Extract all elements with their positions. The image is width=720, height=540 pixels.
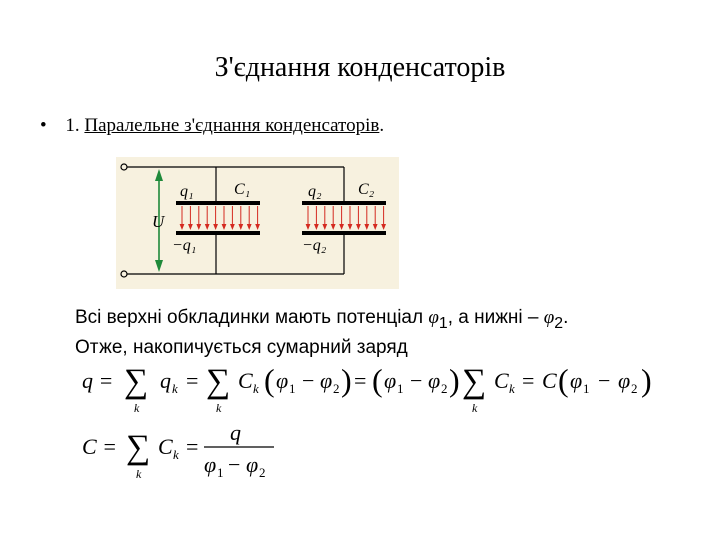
equals-1: = [186, 368, 199, 393]
total-C: C [542, 368, 557, 393]
cap-formula-lhs: C = [82, 434, 118, 459]
fraction-numerator: q [230, 422, 241, 445]
phi-1c-sub: 1 [583, 381, 590, 396]
cap-term-C: C [158, 434, 173, 459]
capacitance-formula [78, 422, 288, 488]
denom-phi-2-sub: 2 [259, 465, 266, 480]
phi-1a: φ [276, 368, 289, 393]
phi-1b-sub: 1 [397, 381, 404, 396]
equals-2: = [354, 368, 367, 393]
sum-index-3: k [472, 401, 478, 415]
paren-close-3: ) [641, 362, 652, 398]
phi-sub-1: 1 [438, 314, 448, 332]
bullet-link-parallel[interactable]: Паралельне з'єднання конденсаторів [84, 115, 380, 136]
phi-2c: φ [618, 368, 631, 393]
phi-1a-sub: 1 [289, 381, 296, 396]
term-C-2: C [494, 368, 509, 393]
phi-2c-sub: 2 [631, 381, 638, 396]
bullet-number: 1. [65, 115, 80, 136]
bullet-end: . [379, 115, 385, 136]
term-q: q [160, 368, 171, 393]
bullet-marker: • [40, 115, 47, 136]
phi-1b: φ [384, 368, 397, 393]
cap1-bottom-plate [176, 231, 260, 235]
formula-lhs-q: q = [82, 368, 114, 393]
parallel-capacitor-diagram [116, 157, 399, 289]
phi-2a: φ [320, 368, 333, 393]
denom-phi-1-sub: 1 [217, 465, 224, 480]
phi-sub-2: 2 [554, 314, 564, 332]
paren-close-2: ) [449, 362, 460, 398]
cap2-top-plate [302, 201, 386, 205]
cap1-charge-top: q₁ [180, 183, 194, 200]
line1-part-a: Всі верхні обкладинки мають потенціал [75, 307, 429, 328]
phi-symbol-1: φ [428, 307, 439, 328]
cap2-charge-bottom: −q₂ [302, 237, 327, 254]
sum-index-2: k [216, 401, 222, 415]
line1-part-b: , а нижні – [447, 307, 544, 328]
phi-2b: φ [428, 368, 441, 393]
paren-open-3: ( [558, 362, 569, 398]
bullet-item [40, 115, 384, 137]
term-C: C [238, 368, 253, 393]
phi-2a-sub: 2 [333, 381, 340, 396]
cap-term-sub: k [173, 447, 179, 462]
explanation-line-2: Отже, накопичується сумарний заряд [75, 336, 408, 358]
denom-minus: − [228, 452, 241, 477]
line1-part-c: . [563, 307, 569, 328]
sum-sign-2: ∑ [206, 363, 231, 400]
cap1-charge-bottom: −q₁ [172, 237, 197, 254]
term-q-sub: k [172, 381, 178, 396]
cap2-label: C₂ [358, 181, 375, 198]
explanation-text [75, 306, 568, 360]
minus-3: − [598, 368, 611, 393]
denom-phi-2: φ [246, 452, 259, 477]
term-C-2-sub: k [509, 381, 515, 396]
cap-sum-sign: ∑ [126, 429, 151, 466]
cap1-label: C₁ [234, 181, 251, 198]
phi-symbol-2: φ [543, 307, 555, 328]
equals-3: = [522, 368, 535, 393]
cap2-bottom-plate [302, 231, 386, 235]
paren-close-1: ) [341, 362, 352, 398]
total-charge-formula [78, 360, 668, 418]
term-C-sub: k [253, 381, 259, 396]
cap-equals: = [186, 434, 199, 459]
paren-open-1: ( [264, 362, 275, 398]
paren-open-2: ( [372, 362, 383, 398]
phi-2b-sub: 2 [441, 381, 448, 396]
minus-1: − [302, 368, 315, 393]
explanation-line-1 [75, 306, 568, 336]
sum-index-1: k [134, 401, 140, 415]
cap2-charge-top: q₂ [308, 183, 322, 200]
sum-sign-1: ∑ [124, 363, 149, 400]
phi-1c: φ [570, 368, 583, 393]
denom-phi-1: φ [204, 452, 217, 477]
cap-sum-index: k [136, 467, 142, 481]
cap1-top-plate [176, 201, 260, 205]
sum-sign-3: ∑ [462, 363, 487, 400]
minus-2: − [410, 368, 423, 393]
voltage-label: U [152, 212, 165, 231]
slide-title: З'єднання конденсаторів [214, 52, 506, 83]
